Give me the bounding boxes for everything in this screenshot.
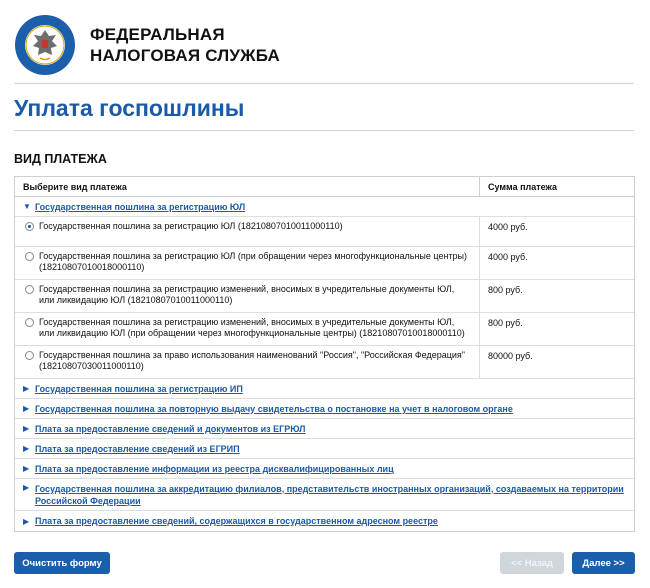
clear-form-button[interactable]: Очистить форму (14, 552, 110, 574)
radio-button[interactable] (25, 285, 34, 294)
group-row-reissue[interactable] (15, 399, 634, 419)
chevron-right-icon: ▶ (23, 424, 30, 433)
column-header-sum: Сумма платежа (488, 182, 558, 192)
org-name (90, 24, 280, 66)
option-sum: 4000 руб. (488, 222, 528, 232)
group-row-accreditation[interactable] (15, 479, 634, 511)
back-button[interactable]: << Назад (500, 552, 564, 574)
title-divider (14, 130, 634, 131)
option-label: Государственная пошлина за регистрацию изменений, вносимых в учредительные документы ЮЛ, или ликвидацию ЮЛ (при обращении через многофункциональные центры) (18210807010018000110) (39, 317, 465, 338)
option-row[interactable] (15, 280, 634, 313)
radio-button[interactable] (25, 318, 34, 327)
group-row-egrul[interactable] (15, 419, 634, 439)
section-title: ВИД ПЛАТЕЖА (14, 152, 107, 166)
group-link[interactable]: Государственная пошлина за аккредитацию филиалов, представительств иностранных организаций, создаваемых на территории Российской Федерации (34, 483, 624, 506)
option-row[interactable] (15, 346, 634, 379)
chevron-right-icon: ▶ (23, 483, 30, 492)
option-label: Государственная пошлина за право использования наименований "Россия", "Российская Федерация" (18210807030011000110) (39, 350, 465, 371)
group-row-yul[interactable] (15, 197, 634, 217)
group-link[interactable]: Плата за предоставление сведений и документов из ЕГРЮЛ (35, 423, 306, 434)
group-link[interactable]: Плата за предоставление информации из реестра дисквалифицированных лиц (35, 463, 394, 474)
chevron-right-icon: ▶ (23, 384, 30, 393)
org-name-line1: ФЕДЕРАЛЬНАЯ (90, 25, 225, 44)
group-row-disqualified[interactable] (15, 459, 634, 479)
option-row[interactable] (15, 313, 634, 346)
header-divider (14, 83, 634, 84)
option-sum: 800 руб. (488, 318, 523, 328)
group-row-ip[interactable] (15, 379, 634, 399)
option-label: Государственная пошлина за регистрацию ЮЛ (при обращении через многофункциональные центры) (18210807010018000110) (39, 251, 468, 272)
group-row-egrip[interactable] (15, 439, 634, 459)
chevron-right-icon: ▶ (23, 464, 30, 473)
next-button[interactable]: Далее >> (572, 552, 635, 574)
fns-logo[interactable] (14, 14, 76, 76)
option-row[interactable] (15, 247, 634, 280)
org-name-line2: НАЛОГОВАЯ СЛУЖБА (90, 46, 280, 65)
group-link[interactable]: Государственная пошлина за регистрацию ИП (35, 383, 243, 394)
fns-emblem-icon (14, 14, 76, 76)
group-link[interactable]: Государственная пошлина за повторную выдачу свидетельства о постановке на учет в налоговом органе (35, 403, 513, 414)
radio-button[interactable] (25, 351, 34, 360)
table-header (15, 177, 634, 197)
option-sum: 80000 руб. (488, 351, 533, 361)
site-header (14, 10, 280, 80)
payment-type-table (14, 176, 635, 532)
group-link[interactable]: Государственная пошлина за регистрацию ЮЛ (35, 201, 246, 212)
page-title: Уплата госпошлины (14, 95, 245, 121)
option-label: Государственная пошлина за регистрацию ЮЛ (18210807010011000110) (39, 221, 343, 231)
option-label: Государственная пошлина за регистрацию изменений, вносимых в учредительные документы ЮЛ, или ликвидацию ЮЛ (18210807010011000110) (39, 284, 455, 305)
radio-button[interactable] (25, 252, 34, 261)
group-row-address-registry[interactable] (15, 511, 634, 531)
chevron-down-icon: ▼ (23, 202, 31, 211)
chevron-right-icon: ▶ (23, 516, 30, 526)
column-header-type: Выберите вид платежа (15, 177, 480, 196)
option-sum: 800 руб. (488, 285, 523, 295)
radio-button[interactable] (25, 222, 34, 231)
group-link[interactable]: Плата за предоставление сведений из ЕГРИП (35, 443, 240, 454)
chevron-right-icon: ▶ (23, 404, 30, 413)
option-row[interactable] (15, 217, 634, 247)
group-link[interactable]: Плата за предоставление сведений, содержащихся в государственном адресном реестре (35, 516, 438, 526)
chevron-right-icon: ▶ (23, 444, 30, 453)
option-sum: 4000 руб. (488, 252, 528, 262)
